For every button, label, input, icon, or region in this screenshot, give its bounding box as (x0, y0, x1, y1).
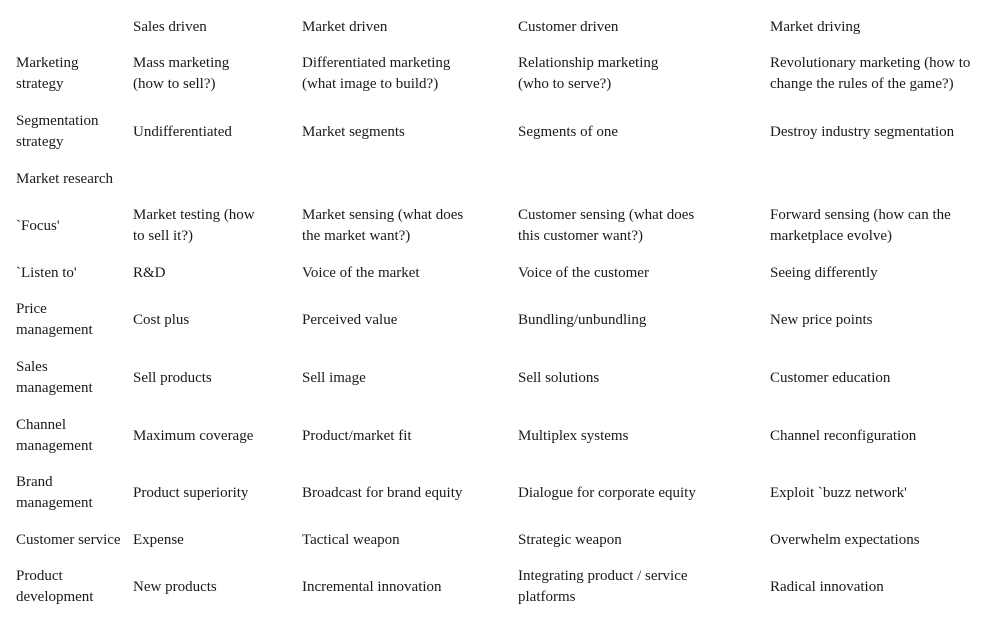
table-row-0-col-2: Differentiated marketing (what image to build?) (302, 55, 451, 92)
table-row-1-col-4: Destroy industry segmentation (770, 123, 955, 140)
table-row-5-col-4: New price points (770, 311, 873, 328)
table-row-5-col-0: Price management (16, 301, 93, 338)
header-cell-col-2: Market driven (302, 18, 388, 35)
table-row-10-col-2: Incremental innovation (302, 578, 442, 595)
table-row-6-col-4: Customer education (770, 369, 891, 386)
table-row-10-col-0: Product development (16, 568, 94, 605)
table-row-6-col-0: Sales management (16, 359, 93, 396)
table-row-4-col-3: Voice of the customer (518, 264, 649, 281)
table-row-5-col-3: Bundling/unbundling (518, 311, 647, 328)
table-row-4-col-1: R&D (133, 264, 166, 281)
table-row-0-col-1: Mass marketing (how to sell?) (133, 55, 230, 92)
table-row-4-col-2: Voice of the market (302, 264, 420, 281)
table-row-5-col-1: Cost plus (133, 311, 190, 328)
header-cell-col-4: Market driving (770, 18, 861, 35)
table-row-3-col-2: Market sensing (what does the market want?) (302, 207, 464, 244)
table-row-5-col-2: Perceived value (302, 311, 398, 328)
table-row-7-col-1: Maximum coverage (133, 427, 254, 444)
table-row-8-col-1: Product superiority (133, 484, 249, 501)
table-row-9-col-4: Overwhelm expectations (770, 531, 920, 548)
table-row-10-col-1: New products (133, 578, 217, 595)
table-row-4-col-4: Seeing differently (770, 264, 878, 281)
table-row-0-col-4: Revolutionary marketing (how to change the rules of the game?) (770, 55, 971, 92)
table-row-9-col-3: Strategic weapon (518, 531, 622, 548)
table-row-1-col-2: Market segments (302, 123, 405, 140)
table-row-8-col-0: Brand management (16, 474, 93, 511)
table-row-3-col-0: `Focus' (16, 217, 60, 234)
table-row-8-col-3: Dialogue for corporate equity (518, 484, 696, 501)
table-row-4-col-0: `Listen to' (16, 264, 77, 281)
table-row-10-col-3: Integrating product / service platforms (518, 568, 688, 605)
table-row-8-col-2: Broadcast for brand equity (302, 484, 463, 501)
table-row-3-col-1: Market testing (how to sell it?) (133, 207, 255, 244)
table-row-7-col-2: Product/market fit (302, 427, 412, 444)
table-row-9-col-0: Customer service (16, 531, 121, 548)
table-row-10-col-4: Radical innovation (770, 578, 884, 595)
header-cell-col-1: Sales driven (133, 18, 207, 35)
table-row-7-col-0: Channel management (16, 417, 93, 454)
table-row-8-col-4: Exploit `buzz network' (770, 484, 907, 501)
table-row-1-col-3: Segments of one (518, 123, 618, 140)
table-row-7-col-3: Multiplex systems (518, 427, 629, 444)
table-row-1-col-1: Undifferentiated (133, 123, 232, 140)
table-row-6-col-2: Sell image (302, 369, 366, 386)
table-row-2-col-0: Market research (16, 170, 114, 187)
table-row-7-col-4: Channel reconfiguration (770, 427, 917, 444)
table-row-3-col-4: Forward sensing (how can the marketplace evolve) (770, 207, 951, 244)
table-row-9-col-1: Expense (133, 531, 184, 548)
table-row-3-col-3: Customer sensing (what does this customer want?) (518, 207, 695, 244)
table-row-6-col-3: Sell solutions (518, 369, 600, 386)
table-row-9-col-2: Tactical weapon (302, 531, 400, 548)
table-row-0-col-0: Marketing strategy (16, 55, 79, 92)
table-row-6-col-1: Sell products (133, 369, 212, 386)
header-cell-col-3: Customer driven (518, 18, 619, 35)
table-row-1-col-0: Segmentation strategy (16, 113, 99, 150)
table-row-0-col-3: Relationship marketing (who to serve?) (518, 55, 659, 92)
